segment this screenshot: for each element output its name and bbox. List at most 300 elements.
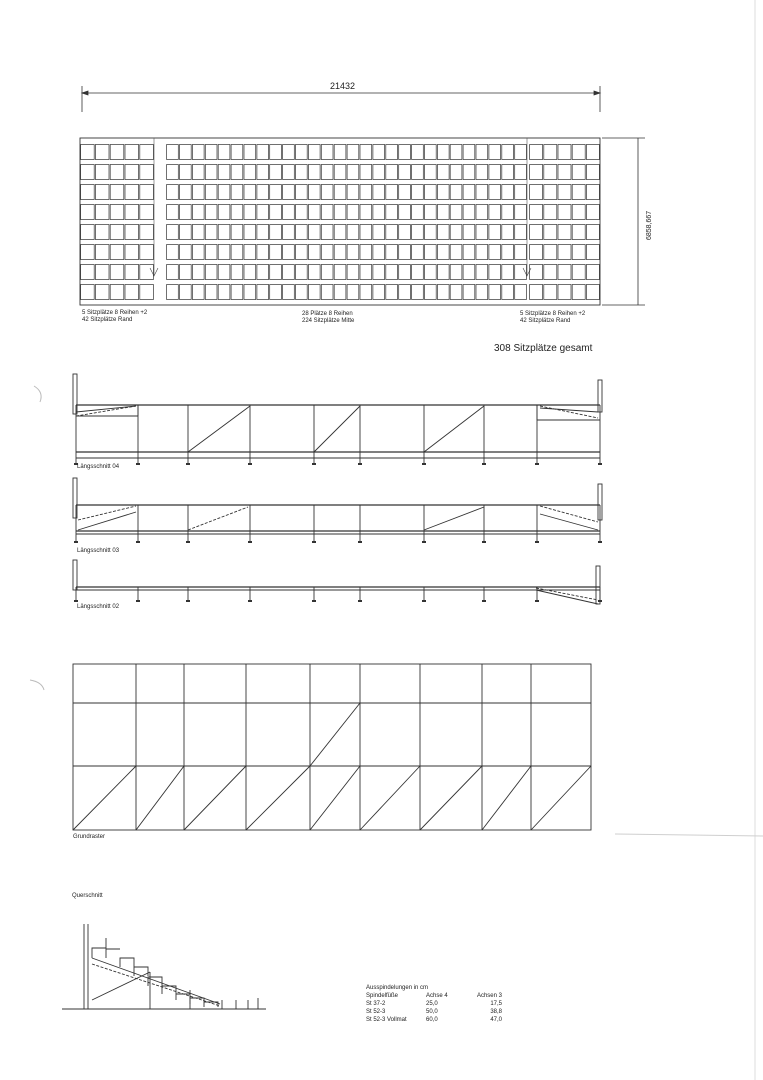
seat <box>296 165 308 180</box>
seat <box>572 265 585 280</box>
seat <box>180 145 192 160</box>
seat <box>180 245 192 260</box>
seat <box>399 145 411 160</box>
seat <box>270 205 282 220</box>
spindle-table-title: Ausspindelungen in cm <box>366 985 429 991</box>
seat <box>192 285 204 300</box>
seat <box>244 265 256 280</box>
seat <box>489 205 501 220</box>
seat <box>558 185 571 200</box>
seat <box>425 225 437 240</box>
seat <box>244 205 256 220</box>
total-seats: 308 Sitzplätze gesamt <box>494 343 593 354</box>
seat <box>110 265 124 280</box>
seat <box>412 185 424 200</box>
seat <box>515 245 527 260</box>
cross-section-label: Querschnitt <box>72 893 103 899</box>
seat <box>321 225 333 240</box>
seat <box>180 205 192 220</box>
seat <box>530 145 543 160</box>
seat <box>530 165 543 180</box>
seat <box>283 285 295 300</box>
seat <box>334 185 346 200</box>
seat <box>283 165 295 180</box>
seat <box>270 245 282 260</box>
seat <box>283 205 295 220</box>
seat <box>515 205 527 220</box>
seat <box>81 225 95 240</box>
seat <box>373 285 385 300</box>
seat <box>140 285 154 300</box>
seat <box>244 225 256 240</box>
spindle-table-cell: 38,8 <box>490 1009 502 1015</box>
seat <box>386 145 398 160</box>
grid-diagonal <box>246 766 310 830</box>
seat <box>572 225 585 240</box>
seat <box>386 245 398 260</box>
seat <box>399 185 411 200</box>
seat <box>558 145 571 160</box>
seat <box>586 245 599 260</box>
seat <box>399 205 411 220</box>
seat <box>502 165 514 180</box>
seat <box>167 165 179 180</box>
seat <box>270 225 282 240</box>
seat <box>530 265 543 280</box>
seat <box>399 165 411 180</box>
seat <box>125 165 139 180</box>
seat <box>110 205 124 220</box>
seat <box>308 165 320 180</box>
seat <box>463 245 475 260</box>
seat <box>205 225 217 240</box>
seat <box>463 145 475 160</box>
seat <box>244 285 256 300</box>
seat <box>586 225 599 240</box>
seat <box>192 205 204 220</box>
seat <box>167 225 179 240</box>
seat <box>321 285 333 300</box>
spindle-table-cell: 60,0 <box>426 1017 438 1023</box>
seat <box>167 145 179 160</box>
seat <box>95 165 109 180</box>
seat <box>412 225 424 240</box>
right-note-line2: 42 Sitzplätze Rand <box>520 318 571 324</box>
section-02-label: Längsschnitt 02 <box>77 604 120 610</box>
seat <box>450 145 462 160</box>
seat <box>347 225 359 240</box>
seat <box>399 285 411 300</box>
seat <box>308 245 320 260</box>
seat <box>360 145 372 160</box>
seat <box>360 185 372 200</box>
seat <box>321 205 333 220</box>
seat <box>218 205 230 220</box>
seat <box>515 145 527 160</box>
seat <box>489 265 501 280</box>
seat <box>360 265 372 280</box>
right-note-line1: 5 Sitzplätze 8 Reihen +2 <box>520 311 586 317</box>
seat <box>425 245 437 260</box>
seat <box>463 265 475 280</box>
seat <box>502 145 514 160</box>
seat <box>360 165 372 180</box>
seat <box>180 225 192 240</box>
seat <box>180 165 192 180</box>
seat <box>373 265 385 280</box>
seat <box>321 185 333 200</box>
seat <box>95 225 109 240</box>
seat <box>463 205 475 220</box>
seat <box>231 145 243 160</box>
section-03-label: Längsschnitt 03 <box>77 548 120 554</box>
seat <box>412 245 424 260</box>
seat <box>257 225 269 240</box>
seat <box>296 225 308 240</box>
seat <box>373 145 385 160</box>
seat <box>308 205 320 220</box>
grid-diagonal <box>531 766 591 830</box>
seat <box>558 165 571 180</box>
seat <box>167 205 179 220</box>
left-note-line1: 5 Sitzplätze 8 Reihen +2 <box>82 310 148 316</box>
seat <box>544 285 557 300</box>
seat <box>489 245 501 260</box>
seat <box>489 165 501 180</box>
left-note-line2: 42 Sitzplätze Rand <box>82 317 133 323</box>
base-grid-drawing <box>73 664 591 830</box>
seat <box>399 245 411 260</box>
seat <box>110 145 124 160</box>
seat <box>476 205 488 220</box>
seat <box>321 245 333 260</box>
seat <box>502 265 514 280</box>
seat <box>140 265 154 280</box>
seat <box>257 185 269 200</box>
seat <box>140 205 154 220</box>
seat <box>530 225 543 240</box>
seat <box>425 285 437 300</box>
seat <box>334 145 346 160</box>
section-04-label: Längsschnitt 04 <box>77 464 120 470</box>
seat <box>257 245 269 260</box>
seat <box>334 245 346 260</box>
seating-plan <box>80 138 600 305</box>
seat <box>450 185 462 200</box>
seat <box>81 185 95 200</box>
seat <box>296 245 308 260</box>
seat <box>437 245 449 260</box>
seat <box>502 285 514 300</box>
seat <box>125 205 139 220</box>
seat <box>437 265 449 280</box>
seat <box>558 285 571 300</box>
seat <box>544 145 557 160</box>
height-dimension-label: 6858,667 <box>646 210 653 240</box>
grid-diagonal <box>73 766 136 830</box>
seat <box>231 185 243 200</box>
seat <box>296 285 308 300</box>
seat <box>502 225 514 240</box>
spindle-table <box>366 985 502 1025</box>
seat <box>386 225 398 240</box>
seat <box>586 265 599 280</box>
section-04-drawing <box>73 374 602 464</box>
seat <box>140 185 154 200</box>
seat <box>125 225 139 240</box>
spindle-table-cell: St 37-2 <box>366 1001 386 1007</box>
seat <box>399 265 411 280</box>
seat <box>572 145 585 160</box>
seat <box>244 165 256 180</box>
seat <box>437 225 449 240</box>
seat <box>81 165 95 180</box>
seat <box>192 265 204 280</box>
seat <box>412 165 424 180</box>
seat <box>283 265 295 280</box>
seat <box>308 145 320 160</box>
seat <box>308 265 320 280</box>
seat <box>360 205 372 220</box>
seat <box>95 145 109 160</box>
seat <box>386 265 398 280</box>
seat <box>412 145 424 160</box>
seat <box>140 245 154 260</box>
seat <box>386 185 398 200</box>
seat <box>296 145 308 160</box>
seat <box>270 285 282 300</box>
seat <box>558 225 571 240</box>
seat <box>347 185 359 200</box>
seat <box>586 205 599 220</box>
seat <box>283 145 295 160</box>
seat <box>244 145 256 160</box>
seat <box>489 185 501 200</box>
seat <box>110 185 124 200</box>
seat <box>205 265 217 280</box>
seat <box>373 165 385 180</box>
seat <box>218 165 230 180</box>
seat <box>81 265 95 280</box>
seat <box>386 165 398 180</box>
seat <box>515 265 527 280</box>
seat <box>544 265 557 280</box>
seat <box>476 285 488 300</box>
seat <box>205 145 217 160</box>
section-02-drawing <box>73 560 602 604</box>
seat <box>296 265 308 280</box>
seat <box>81 205 95 220</box>
seat <box>167 265 179 280</box>
seat <box>125 245 139 260</box>
grid-diagonal <box>136 766 184 830</box>
base-grid-label: Grundraster <box>73 834 106 840</box>
seat <box>218 145 230 160</box>
seat <box>180 185 192 200</box>
spindle-table-header: Achsen 3 <box>476 993 502 999</box>
grid-diagonal <box>184 766 246 830</box>
seat <box>231 205 243 220</box>
spindle-table-cell: St 52-3 <box>366 1009 386 1015</box>
seat <box>572 205 585 220</box>
seat <box>544 225 557 240</box>
seat <box>530 185 543 200</box>
seat <box>515 225 527 240</box>
seat <box>110 225 124 240</box>
spindle-table-header: Achse 4 <box>426 993 448 999</box>
seat <box>321 265 333 280</box>
seat <box>257 285 269 300</box>
seat <box>425 185 437 200</box>
seat <box>257 205 269 220</box>
seat <box>270 265 282 280</box>
seat <box>140 165 154 180</box>
seat <box>95 205 109 220</box>
seat <box>572 165 585 180</box>
seat <box>95 265 109 280</box>
seat <box>244 185 256 200</box>
seat <box>167 185 179 200</box>
seat <box>347 145 359 160</box>
seat <box>296 205 308 220</box>
seat <box>476 185 488 200</box>
seat <box>437 205 449 220</box>
seat <box>463 185 475 200</box>
seat <box>450 245 462 260</box>
seat <box>347 265 359 280</box>
seat <box>180 285 192 300</box>
seat <box>450 285 462 300</box>
seat <box>463 285 475 300</box>
seat <box>530 245 543 260</box>
seat <box>437 285 449 300</box>
seat <box>192 245 204 260</box>
seat <box>205 285 217 300</box>
seat <box>308 225 320 240</box>
seat <box>231 245 243 260</box>
seat <box>231 265 243 280</box>
seat <box>450 225 462 240</box>
seat <box>95 185 109 200</box>
seat <box>412 285 424 300</box>
cross-section-drawing <box>62 924 266 1009</box>
seat <box>476 245 488 260</box>
seat <box>373 245 385 260</box>
seat <box>270 145 282 160</box>
spindle-table-cell: 47,0 <box>490 1017 502 1023</box>
seat <box>334 165 346 180</box>
seat <box>321 145 333 160</box>
seat <box>530 205 543 220</box>
seat <box>360 225 372 240</box>
seat <box>412 205 424 220</box>
seat <box>125 185 139 200</box>
seat <box>386 285 398 300</box>
seat <box>463 165 475 180</box>
seat <box>502 185 514 200</box>
seat <box>572 245 585 260</box>
seat <box>125 265 139 280</box>
seat <box>476 225 488 240</box>
spindle-table-cell: 17,5 <box>490 1001 502 1007</box>
spindle-table-cell: 50,0 <box>426 1009 438 1015</box>
seat <box>489 145 501 160</box>
grid-diagonal <box>420 766 482 830</box>
seat <box>558 265 571 280</box>
seat <box>544 165 557 180</box>
seat <box>437 185 449 200</box>
seat <box>218 245 230 260</box>
seat-grid <box>81 145 600 300</box>
spindle-table-cell: St 52-3 Vollmat <box>366 1017 407 1023</box>
seat <box>450 265 462 280</box>
height-dimension <box>602 138 645 305</box>
seat <box>463 225 475 240</box>
seat <box>437 145 449 160</box>
seat <box>347 165 359 180</box>
seat <box>321 165 333 180</box>
spindle-table-header: Spindelfüße <box>366 993 399 999</box>
seat <box>81 245 95 260</box>
seat <box>270 165 282 180</box>
seat <box>167 245 179 260</box>
seat <box>192 225 204 240</box>
seat <box>205 185 217 200</box>
seat <box>412 265 424 280</box>
seat <box>257 165 269 180</box>
seat <box>192 165 204 180</box>
seat <box>425 165 437 180</box>
seat <box>231 165 243 180</box>
seat <box>231 285 243 300</box>
seat <box>572 285 585 300</box>
seat <box>110 285 124 300</box>
seat <box>167 285 179 300</box>
seat <box>399 225 411 240</box>
seat <box>110 165 124 180</box>
seat <box>347 245 359 260</box>
seat <box>308 285 320 300</box>
seat <box>218 225 230 240</box>
seat <box>586 165 599 180</box>
seat <box>347 285 359 300</box>
seat <box>558 245 571 260</box>
seat <box>334 205 346 220</box>
seat <box>425 265 437 280</box>
seat <box>386 205 398 220</box>
seat <box>360 285 372 300</box>
seat <box>296 185 308 200</box>
seat <box>530 285 543 300</box>
seat <box>334 265 346 280</box>
seat <box>95 285 109 300</box>
seat <box>515 185 527 200</box>
seat <box>257 145 269 160</box>
seat <box>489 285 501 300</box>
seat <box>373 225 385 240</box>
seat <box>81 145 95 160</box>
seat <box>205 245 217 260</box>
seat <box>81 285 95 300</box>
seat <box>450 205 462 220</box>
seat <box>218 265 230 280</box>
seat <box>334 225 346 240</box>
seat <box>334 285 346 300</box>
seat <box>544 245 557 260</box>
grid-diagonal <box>310 766 360 830</box>
seat <box>218 185 230 200</box>
seat <box>476 145 488 160</box>
